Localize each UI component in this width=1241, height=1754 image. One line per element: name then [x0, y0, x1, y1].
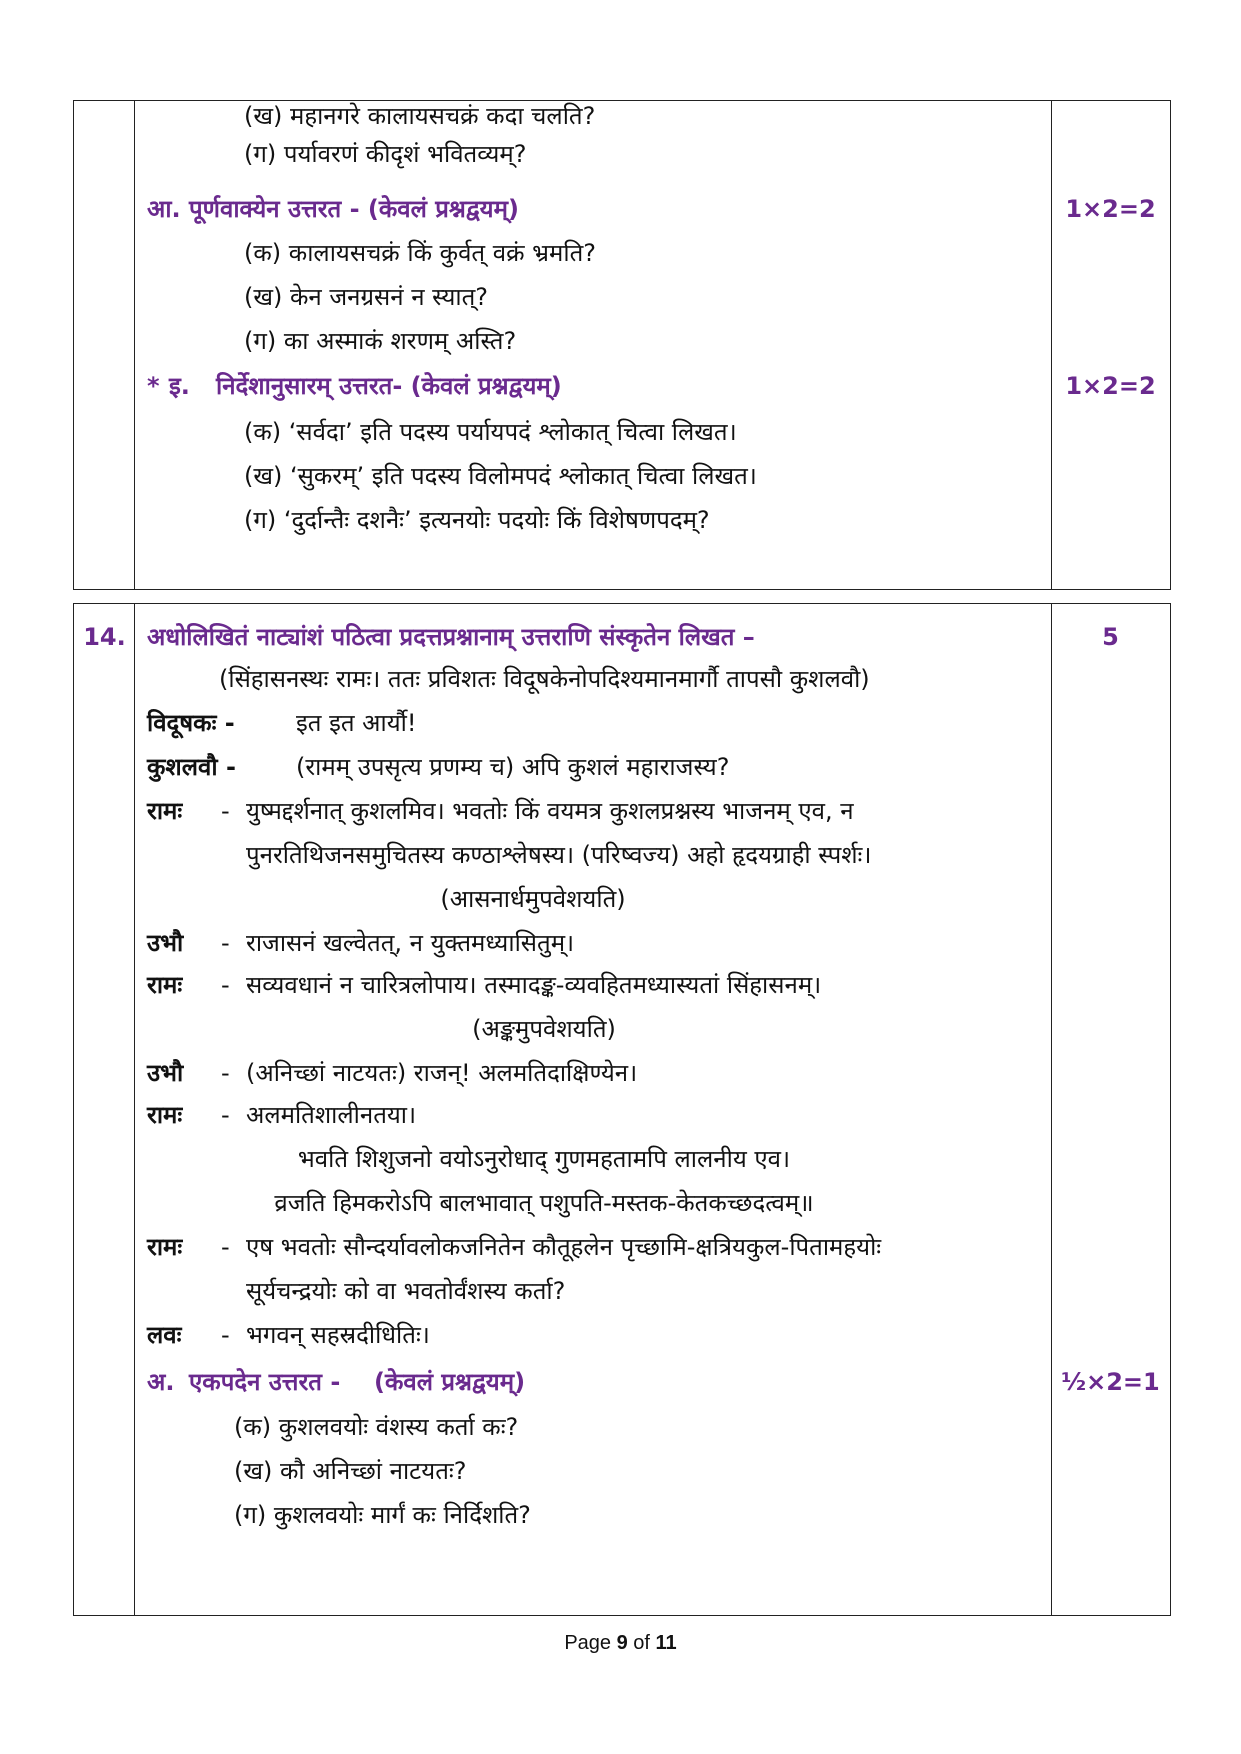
question-number-column [74, 604, 135, 1615]
verse-line: भवति शिशुजनो वयोऽनुरोधाद् गुणमहतामपि लालनीय एव। [297, 1145, 791, 1173]
question-line: (ग) कुशलवयोः मार्गं कः निर्दिशति? [234, 1501, 531, 1529]
question-line: (ग) का अस्माकं शरणम् अस्ति? [244, 327, 517, 355]
dialogue-line: एष भवतोः सौन्दर्यावलोकजनितेन कौतूहलेन पृच्छामि-क्षत्रियकुल-पितामहयोः [246, 1233, 882, 1261]
section-i-star: * [147, 372, 160, 400]
speaker-dash: - [221, 929, 230, 957]
page-footer [0, 1632, 1241, 1655]
question-number: 14. [83, 623, 126, 651]
page-label: Page [564, 1632, 612, 1654]
section-aa-marks: 1×2=2 [1065, 195, 1156, 223]
section-i-label: इ. [169, 372, 190, 400]
stage-direction: (आसनार्धमुपवेशयति) [440, 885, 626, 913]
question-line: (ख) महानगरे कालायसचक्रं कदा चलति? [244, 102, 596, 130]
question-line: (ग) ‘दुर्दान्तैः दशनैः’ इत्यनयोः पदयोः किं विशेषणपदम्? [244, 506, 710, 534]
speaker-ubhau: उभौ [147, 929, 184, 957]
section-a-heading-note: (केवलं प्रश्नद्वयम्) [374, 1368, 526, 1396]
section-i-marks: 1×2=2 [1065, 372, 1156, 400]
dialogue-line: (रामम् उपसृत्य प्रणम्य च) अपि कुशलं महाराजस्य? [296, 753, 730, 781]
page-current: 9 [616, 1632, 628, 1654]
dialogue-line: सूर्यचन्द्रयोः को वा भवतोर्वंशस्य कर्ता? [246, 1277, 566, 1305]
question-number-column [74, 101, 135, 589]
question-line: (ख) ‘सुकरम्’ इति पदस्य विलोमपदं श्लोकात् चित्वा लिखत। [244, 462, 757, 490]
dialogue-line: युष्मद्दर्शनात् कुशलमिव। भवतोः किं वयमत्र कुशलप्रश्नस्य भाजनम् एव, न [246, 797, 854, 825]
speaker-vidushaka: विदूषकः - [147, 709, 235, 737]
speaker-ubhau: उभौ [147, 1059, 184, 1087]
dialogue-line: सव्यवधानं न चारित्रलोपाय। तस्मादङ्क-व्यवहितमध्यास्यतां सिंहासनम्। [246, 971, 822, 999]
question-13-table [73, 100, 1171, 590]
question-line: (क) ‘सर्वदा’ इति पदस्य पर्यायपदं श्लोकात् चित्वा लिखत। [244, 418, 737, 446]
page-of: of [633, 1632, 650, 1654]
section-a-label: अ. [147, 1368, 175, 1396]
speaker-rama: रामः [147, 971, 183, 999]
marks-column [1051, 101, 1170, 589]
stage-direction: (सिंहासनस्थः रामः। ततः प्रविशतः विदूषकेनोपदिश्यमानमार्गौ तापसौ कुशलवौ) [219, 665, 870, 693]
marks-column [1051, 604, 1170, 1615]
speaker-dash: - [221, 1321, 230, 1349]
dialogue-line: पुनरतिथिजनसमुचितस्य कण्ठाश्लेषस्य। (परिष्वज्य) अहो हृदयग्राही स्पर्शः। [246, 841, 872, 869]
speaker-lava: लवः [147, 1321, 182, 1349]
dialogue-line: राजासनं खल्वेतत्, न युक्तमध्यासितुम्। [246, 929, 575, 957]
speaker-kushalavau: कुशलवौ - [147, 753, 236, 781]
stage-direction: (अङ्कमुपवेशयति) [472, 1015, 616, 1043]
verse-line: व्रजति हिमकरोऽपि बालभावात् पशुपति-मस्तक-केतकच्छदत्वम्॥ [274, 1189, 814, 1217]
dialogue-line: अलमतिशालीनतया। [246, 1101, 417, 1129]
section-a-heading: एकपदेन उत्तरत - [189, 1368, 341, 1396]
question-marks: 5 [1102, 623, 1119, 651]
dialogue-line: इत इत आर्यौ! [296, 709, 417, 737]
speaker-dash: - [221, 971, 230, 999]
question-line: (ग) पर्यावरणं कीदृशं भवितव्यम्? [244, 140, 527, 168]
section-a-marks: ½×2=1 [1061, 1368, 1160, 1396]
speaker-rama: रामः [147, 1233, 183, 1261]
question-line: (क) कुशलवयोः वंशस्य कर्ता कः? [234, 1413, 519, 1441]
section-aa-heading: आ. पूर्णवाक्येन उत्तरत - (केवलं प्रश्नद्वयम्) [147, 195, 519, 223]
section-i-heading: निर्देशानुसारम् उत्तरत- (केवलं प्रश्नद्वयम्) [216, 372, 562, 400]
speaker-rama: रामः [147, 797, 183, 825]
question-line: (ख) कौ अनिच्छां नाटयतः? [234, 1457, 467, 1485]
page-total: 11 [655, 1632, 677, 1654]
dialogue-line: भगवन् सहस्रदीधितिः। [246, 1321, 430, 1349]
speaker-dash: - [221, 1101, 230, 1129]
speaker-rama: रामः [147, 1101, 183, 1129]
question-line: (क) कालायसचक्रं किं कुर्वत् वक्रं भ्रमति? [244, 239, 596, 267]
speaker-dash: - [221, 797, 230, 825]
dialogue-line: (अनिच्छां नाटयतः) राजन्! अलमतिदाक्षिण्येन। [246, 1059, 638, 1087]
question-14-table [73, 603, 1171, 1616]
question-line: (ख) केन जनग्रसनं न स्यात्? [244, 283, 489, 311]
speaker-dash: - [221, 1059, 230, 1087]
speaker-dash: - [221, 1233, 230, 1261]
question-instruction: अधोलिखितं नाट्यांशं पठित्वा प्रदत्तप्रश्नानाम् उत्तराणि संस्कृतेन लिखत – [147, 623, 755, 651]
